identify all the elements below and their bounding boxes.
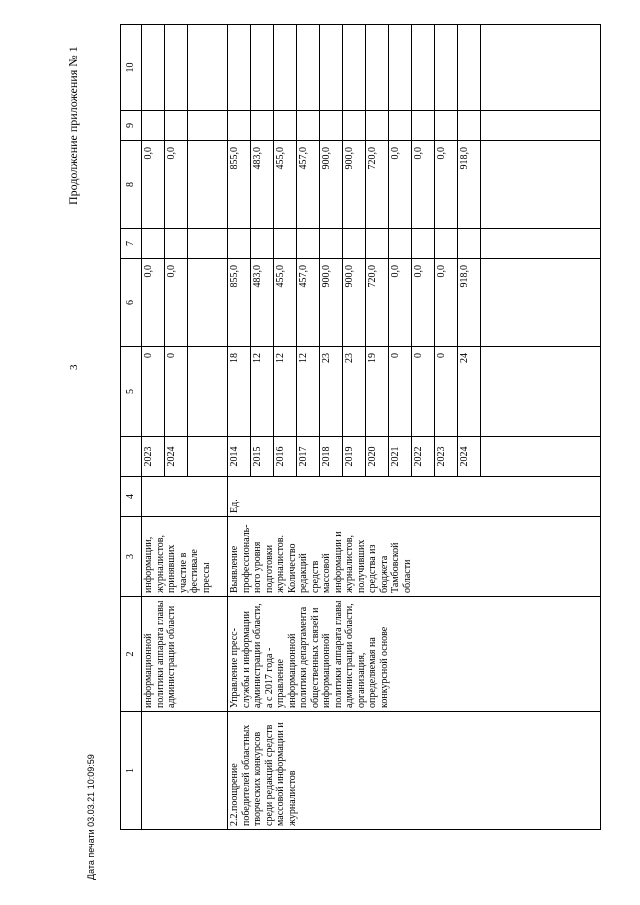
top-col3-cell: информации, журналистов, принявших участие в фестивале прессы (142, 517, 228, 597)
header-col-year (121, 437, 142, 477)
appendix-table (120, 24, 601, 830)
appendix-table-wrapper (120, 25, 560, 830)
value-col6: 0,0 (389, 259, 412, 347)
executor-cell: Управление пресс-службы и информации администрации области, а с 2017 года - управление информационной политики департамента общественных связей и информационной политики аппарата главы администрации области, организация, определяемая на конкурсной основе (228, 597, 601, 712)
value-col7 (188, 229, 228, 259)
measure-name-cell: 2.2.поощрение победителей областных творческих конкурсов среди редакций средств массовой информации и журналистов (228, 712, 601, 830)
year-cell: 2024 (165, 437, 188, 477)
value-col6: 900,0 (343, 259, 366, 347)
top-col1-cell (142, 712, 228, 830)
year-cell: 2018 (320, 437, 343, 477)
value-col5: 0 (412, 347, 435, 437)
value-col5: 18 (228, 347, 251, 437)
value-col7 (343, 229, 366, 259)
value-col8: 855,0 (228, 141, 251, 229)
header-col-10: 10 (121, 25, 142, 111)
value-col10 (274, 25, 297, 111)
value-col9 (366, 111, 389, 141)
value-col7 (228, 229, 251, 259)
value-col5: 12 (251, 347, 274, 437)
value-col6: 918,0 (458, 259, 481, 347)
value-col5: 0 (389, 347, 412, 437)
value-col10 (320, 25, 343, 111)
value-col9 (142, 111, 165, 141)
indicator-cell: Выявление профессиональ-ного уровня подготовки журналистов. Количество редакций средств массовой информации и журналистов, получивших средства из бюджета Тамбовской области (228, 517, 601, 597)
table-row (142, 25, 165, 830)
value-col7 (389, 229, 412, 259)
value-col7 (481, 229, 601, 259)
value-col6: 720,0 (366, 259, 389, 347)
value-col8: 720,0 (366, 141, 389, 229)
value-col10 (343, 25, 366, 111)
year-cell: 2023 (435, 437, 458, 477)
value-col6: 855,0 (228, 259, 251, 347)
value-col10 (142, 25, 165, 111)
value-col8: 0,0 (142, 141, 165, 229)
value-col5: 12 (274, 347, 297, 437)
header-col-1: 1 (121, 712, 142, 830)
value-col5: 23 (320, 347, 343, 437)
value-col9 (389, 111, 412, 141)
value-col9 (481, 111, 601, 141)
value-col9 (458, 111, 481, 141)
value-col7 (251, 229, 274, 259)
value-col7 (458, 229, 481, 259)
value-col5: 23 (343, 347, 366, 437)
value-col7 (435, 229, 458, 259)
value-col6 (481, 259, 601, 347)
value-col9 (343, 111, 366, 141)
page-number: 3 (68, 364, 80, 370)
value-col6: 900,0 (320, 259, 343, 347)
value-col9 (320, 111, 343, 141)
top-col4-cell (142, 477, 228, 517)
header-col-2: 2 (121, 597, 142, 712)
value-col8: 455,0 (274, 141, 297, 229)
value-col8: 0,0 (165, 141, 188, 229)
value-col7 (297, 229, 320, 259)
header-col-3: 3 (121, 517, 142, 597)
value-col7 (412, 229, 435, 259)
year-cell (481, 437, 601, 477)
header-row (121, 25, 142, 830)
value-col10 (412, 25, 435, 111)
value-col7 (274, 229, 297, 259)
value-col10 (251, 25, 274, 111)
value-col9 (188, 111, 228, 141)
value-col10 (458, 25, 481, 111)
header-col-5: 5 (121, 347, 142, 437)
header-col-9: 9 (121, 111, 142, 141)
value-col5: 19 (366, 347, 389, 437)
value-col5 (481, 347, 601, 437)
value-col7 (165, 229, 188, 259)
header-col-7: 7 (121, 229, 142, 259)
value-col8 (481, 141, 601, 229)
value-col9 (274, 111, 297, 141)
value-col6: 0,0 (435, 259, 458, 347)
header-col-8: 8 (121, 141, 142, 229)
value-col8: 0,0 (435, 141, 458, 229)
value-col5: 24 (458, 347, 481, 437)
year-cell: 2019 (343, 437, 366, 477)
year-cell: 2021 (389, 437, 412, 477)
value-col5: 0 (435, 347, 458, 437)
value-col8: 0,0 (412, 141, 435, 229)
value-col10 (435, 25, 458, 111)
year-cell: 2023 (142, 437, 165, 477)
value-col8: 0,0 (389, 141, 412, 229)
value-col10 (297, 25, 320, 111)
value-col10 (165, 25, 188, 111)
year-cell: 2024 (458, 437, 481, 477)
year-cell: 2022 (412, 437, 435, 477)
table-row (228, 25, 251, 830)
top-col2-cell: информационной политики аппарата главы администрации области (142, 597, 228, 712)
value-col7 (320, 229, 343, 259)
value-col9 (251, 111, 274, 141)
value-col6: 455,0 (274, 259, 297, 347)
value-col6: 483,0 (251, 259, 274, 347)
value-col8: 483,0 (251, 141, 274, 229)
year-cell: 2015 (251, 437, 274, 477)
print-date: Дата печати 03.03.21 10:09:59 (86, 754, 96, 880)
value-col6: 0,0 (142, 259, 165, 347)
value-col8: 900,0 (343, 141, 366, 229)
value-col9 (435, 111, 458, 141)
value-col10 (389, 25, 412, 111)
value-col10 (228, 25, 251, 111)
value-col6 (188, 259, 228, 347)
value-col9 (228, 111, 251, 141)
continuation-label: Продолжение приложения № 1 (66, 46, 80, 205)
value-col10 (366, 25, 389, 111)
value-col8: 457,0 (297, 141, 320, 229)
year-cell: 2014 (228, 437, 251, 477)
unit-cell: Ед. (228, 477, 601, 517)
value-col9 (165, 111, 188, 141)
value-col7 (142, 229, 165, 259)
value-col5 (188, 347, 228, 437)
year-cell: 2016 (274, 437, 297, 477)
value-col8: 918,0 (458, 141, 481, 229)
header-col-6: 6 (121, 259, 142, 347)
year-cell (188, 437, 228, 477)
value-col9 (297, 111, 320, 141)
value-col7 (366, 229, 389, 259)
year-cell: 2020 (366, 437, 389, 477)
value-col8 (188, 141, 228, 229)
value-col5: 12 (297, 347, 320, 437)
value-col5: 0 (142, 347, 165, 437)
value-col6: 457,0 (297, 259, 320, 347)
value-col10 (188, 25, 228, 111)
value-col9 (412, 111, 435, 141)
value-col6: 0,0 (165, 259, 188, 347)
value-col5: 0 (165, 347, 188, 437)
year-cell: 2017 (297, 437, 320, 477)
value-col6: 0,0 (412, 259, 435, 347)
value-col10 (481, 25, 601, 111)
value-col8: 900,0 (320, 141, 343, 229)
header-col-4: 4 (121, 477, 142, 517)
